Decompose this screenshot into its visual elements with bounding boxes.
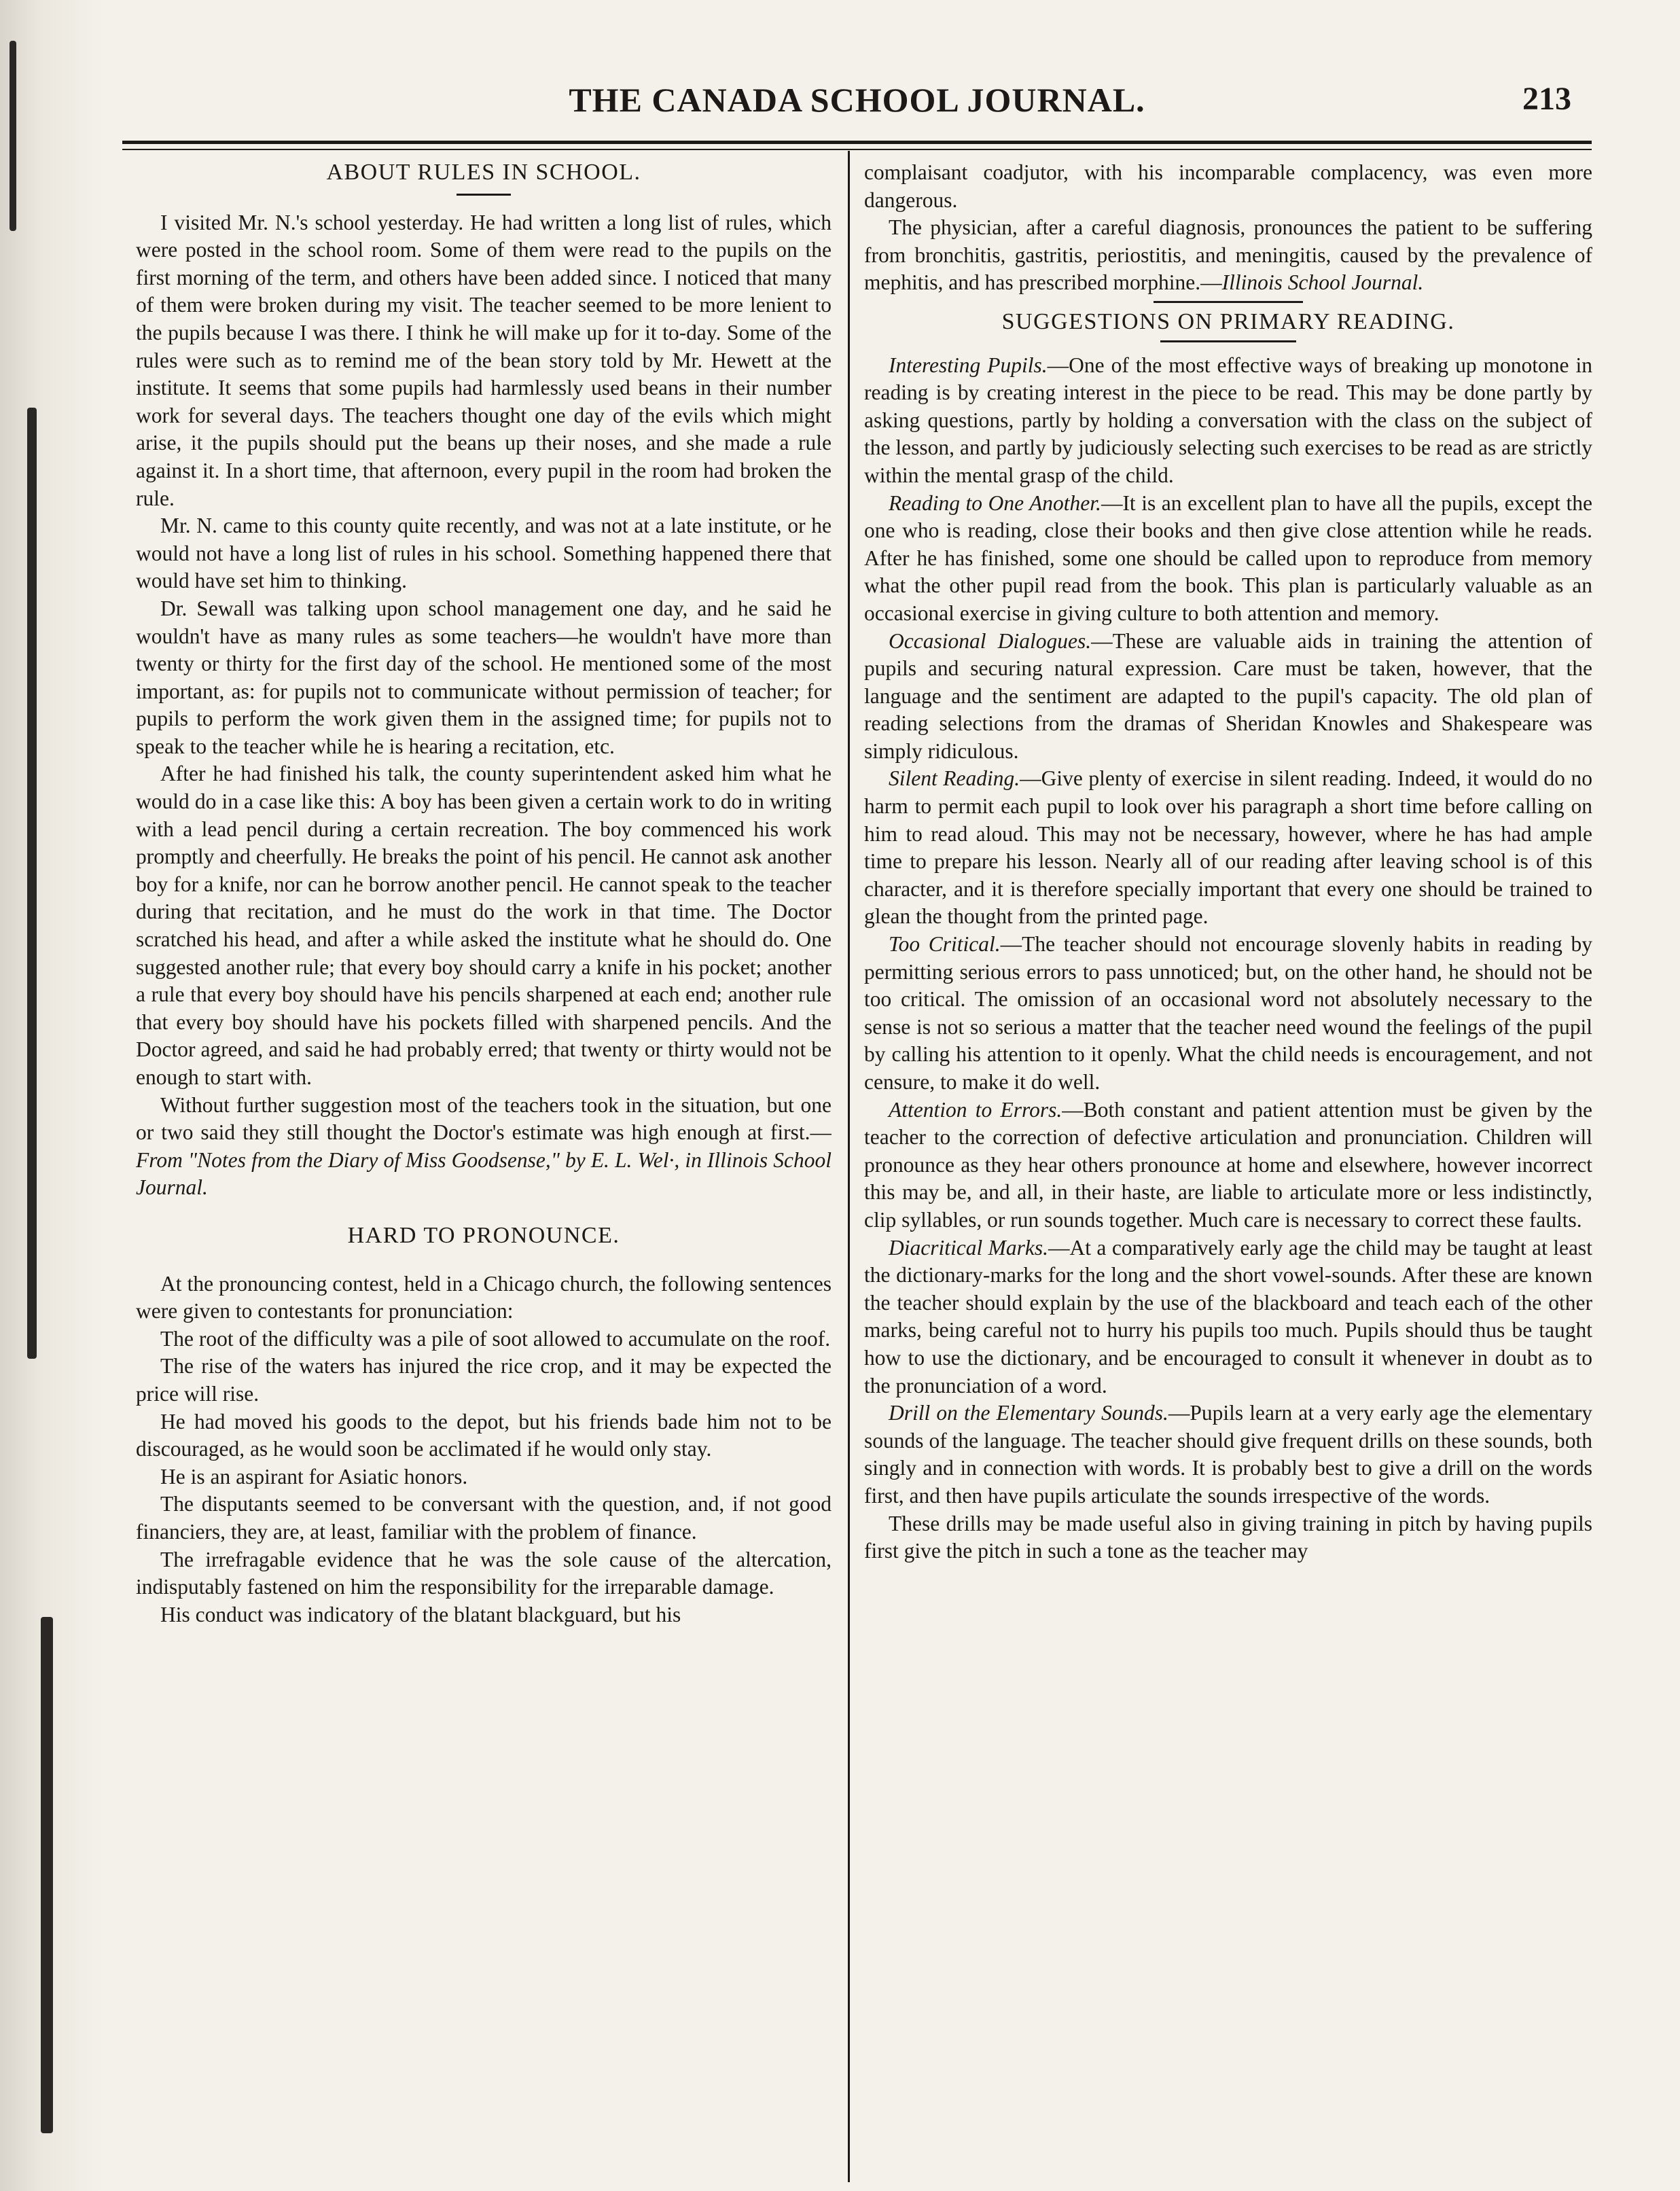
closing-text: Without further suggestion most of the teachers took in the situation, but one or two said they still thought the Doctor's estimate was high enough at first.— [136, 1092, 832, 1145]
citation: Illinois School Journal. [1221, 270, 1424, 295]
paragraph: After he had finished his talk, the county superintendent asked him what he would do in a case like this: A boy has been given a certain work to do in writing with a lead pencil during a certain recreation. The boy commenced his work promptly and cheerfully. He breaks the point of his pencil. He cannot ask another boy for a knife, nor can he borrow another pencil. He cannot speak to the teacher during that recitation, and he must do the work in that time. The Doctor scratched his head, and after a while asked the institute what he should do. One suggested another rule; that every boy should carry a knife in his pocket; another a rule that every boy should have his pencils sharpened at each end; another rule that every boy should have his pockets filled with sharpened pencils. And the Doctor agreed, and said he had probably erred; that twenty or thirty would not be enough to start with. [136, 762, 832, 1089]
title-rule [457, 194, 511, 196]
reading-section [864, 628, 1592, 766]
section-text: —These are valuable aids in training the attention of pupils and securing natural expression. Care must be taken, however, that the language and the sentiment are adapted to the pupil's capacity. The old plan of reading selections from the dramas of Sheridan Knowles and Shakespeare was simply ridiculous. [864, 628, 1592, 763]
section-text: —Pupils learn at a very early age the elementary sounds of the language. The teacher should give frequent drills on these sounds, both singly and in connection with words. It is probably best to give a drill on the words first, and then have pupils articulate the sounds irrespective of the words. [864, 1401, 1592, 1508]
paragraph: The root of the difficulty was a pile of soot allowed to accumulate on the roof. [160, 1326, 831, 1351]
paragraph [136, 1092, 832, 1202]
section-heading: Interesting Pupils. [889, 353, 1048, 377]
header-rule [122, 149, 1592, 150]
paragraph: He had moved his goods to the depot, but his friends bade him not to be discouraged, as he would soon be acclimated if he would only stay. [136, 1409, 832, 1461]
paragraph: He is an aspirant for Asiatic honors. [160, 1464, 468, 1489]
paragraph [864, 214, 1592, 297]
section-text: —The teacher should not encourage slovenly habits in reading by permitting serious errors to pass unnoticed; but, on the other hand, he should not be too critical. The omission of an occasional word not absolutely necessary to the sense is not so serious a matter that the teacher need wound the feelings of the pupil by calling his attention to it openly. What the child needs is encouragement, and not censure, to make it do well. [864, 932, 1592, 1094]
section-text: —Give plenty of exercise in silent reading. Indeed, it would do no harm to permit each pupil to look over his paragraph a short time before calling on him to read aloud. This may not be necessary, however, where he has had ample time to prepare his lesson. Nearly all of our reading after leaving school is of this character, and it is therefore specially important that every one should be trained to glean the thought from the printed page. [864, 766, 1592, 929]
article-title: SUGGESTIONS ON PRIMARY READING. [1001, 308, 1455, 334]
header-rule [122, 141, 1592, 144]
section-heading: Attention to Errors. [889, 1097, 1062, 1122]
paragraph: The irrefragable evidence that he was the sole cause of the altercation, indisputably fastened on him the responsibility for the irreparable damage. [136, 1547, 832, 1599]
reading-section [864, 1097, 1592, 1234]
page-number: 213 [1522, 81, 1571, 117]
section-heading: Diacritical Marks. [889, 1235, 1049, 1260]
citation: From "Notes from the Diary of Miss Goodsense," by E. L. Wel·, in Illinois School Journal. [136, 1147, 832, 1200]
binding-shadow [10, 41, 16, 231]
section-heading: Silent Reading. [889, 766, 1020, 791]
reading-section [864, 765, 1592, 931]
scanned-page-edge [0, 0, 102, 2191]
reading-section [864, 1510, 1592, 1565]
section-heading: Reading to One Another. [889, 491, 1101, 515]
spacer [136, 1250, 832, 1270]
right-column [864, 159, 1592, 2184]
paragraph: Mr. N. came to this county quite recently, and was not at a late institute, or he would not have a long list of rules in his school. Something happened there that would have set him to thinking. [136, 514, 832, 593]
section-heading: Too Critical. [889, 932, 1001, 957]
reading-section [864, 490, 1592, 628]
paragraph-text: The physician, after a careful diagnosis, pronounces the patient to be suffering from bronchitis, gastritis, periostitis, and meningitis, caused by the prevalence of mephitis, and has prescribed morphine.— [864, 215, 1592, 295]
left-column [136, 159, 832, 2184]
paragraph: complaisant coadjutor, with his incomparable complacency, was even more dangerous. [864, 160, 1592, 212]
article-title: ABOUT RULES IN SCHOOL. [326, 160, 641, 185]
section-text: —At a comparatively early age the child may be taught at least the dictionary-marks for the long and the short vowel-sounds. After these are known the teacher should explain by the use of the blackboard and teach each of the other marks, being careful not to hurry his pupils too much. Pupils should thus be taught how to use the dictionary, and be encouraged to consult it whenever in doubt as to the pronunciation of a word. [864, 1235, 1592, 1397]
paragraph: Dr. Sewall was talking upon school management one day, and he said he wouldn't have as many rules as some teachers—he wouldn't have more than twenty or thirty for the first day of the school. He mentioned some of the most important, as: for pupils not to communicate without permission of teacher; for pupils to perform the work given them in the assigned time; for pupils not to speak to the teacher while he is hearing a recitation, etc. [136, 596, 832, 758]
spacer [136, 1202, 832, 1222]
section-heading: Drill on the Elementary Sounds. [889, 1401, 1168, 1425]
paragraph: I visited Mr. N.'s school yesterday. He had written a long list of rules, which were posted in the school room. Some of them were read to the pupils on the first morning of the term, and others have been added since. I noticed that many of them were broken during my visit. The teacher seemed to be more lenient to the pupils because I was there. I think he will make up for it to-day. Some of the rules were such as to remind me of the bean story told by Mr. Hewett at the institute. It seems that some pupils had harmlessly used beans in their number work for several days. The teachers thought one day of the evils which might arise, it the pupils should put the beans up their noses, and she made a rule against it. In a short time, that afternoon, every pupil in the room had broken the rule. [136, 210, 832, 510]
running-title: THE CANADA SCHOOL JOURNAL. [569, 81, 1145, 119]
reading-section [864, 931, 1592, 1097]
paragraph: At the pronouncing contest, held in a Chicago church, the following sentences were given to contestants for pronunciation: [136, 1271, 832, 1323]
paragraph: The disputants seemed to be conversant with the question, and, if not good financiers, they are, at least, familiar with the problem of finance. [136, 1492, 832, 1544]
article-title: HARD TO PRONOUNCE. [347, 1222, 620, 1248]
paragraph: The rise of the waters has injured the rice crop, and it may be expected the price will rise. [136, 1354, 832, 1406]
column-divider [848, 151, 850, 2182]
binding-shadow [41, 1617, 53, 2133]
section-text: —It is an excellent plan to have all the pupils, except the one who is reading, close their books and then give close attention while he reads. After he has finished, some one should be called upon to reproduce from memory what the other pupil read from the book. This plan is particularly valuable as an occasional exercise in giving culture to both attention and memory. [864, 491, 1592, 625]
reading-section [864, 1234, 1592, 1400]
section-text: —Both constant and patient attention must be given by the teacher to the correction of defective articulation and pronunciation. Children will pronounce as they hear others pronounce at home and elsewhere, however incorrect this may be, and all, in their haste, are liable to articulate more or less indistinctly, clip syllables, or run sounds together. Much care is necessary to correct these faults. [864, 1097, 1592, 1232]
section-text: —One of the most effective ways of breaking up monotone in reading is by creating interest in the piece to be read. This may be done partly by asking questions, partly by holding a conversation with the class on the subject of the lesson, and partly by judiciously selecting such exercises to be read as are strictly within the mental grasp of the child. [864, 353, 1592, 487]
section-heading: Occasional Dialogues. [889, 628, 1092, 653]
page-header [122, 80, 1592, 141]
reading-section [864, 352, 1592, 490]
paragraph: His conduct was indicatory of the blatant blackguard, but his [160, 1602, 681, 1626]
section-text: These drills may be made useful also in giving training in pitch by having pupils first give the pitch in such a tone as the teacher may [864, 1511, 1592, 1563]
reading-section [864, 1400, 1592, 1510]
binding-shadow [27, 408, 37, 1359]
article-separator [1154, 301, 1303, 303]
title-rule [1160, 340, 1296, 342]
